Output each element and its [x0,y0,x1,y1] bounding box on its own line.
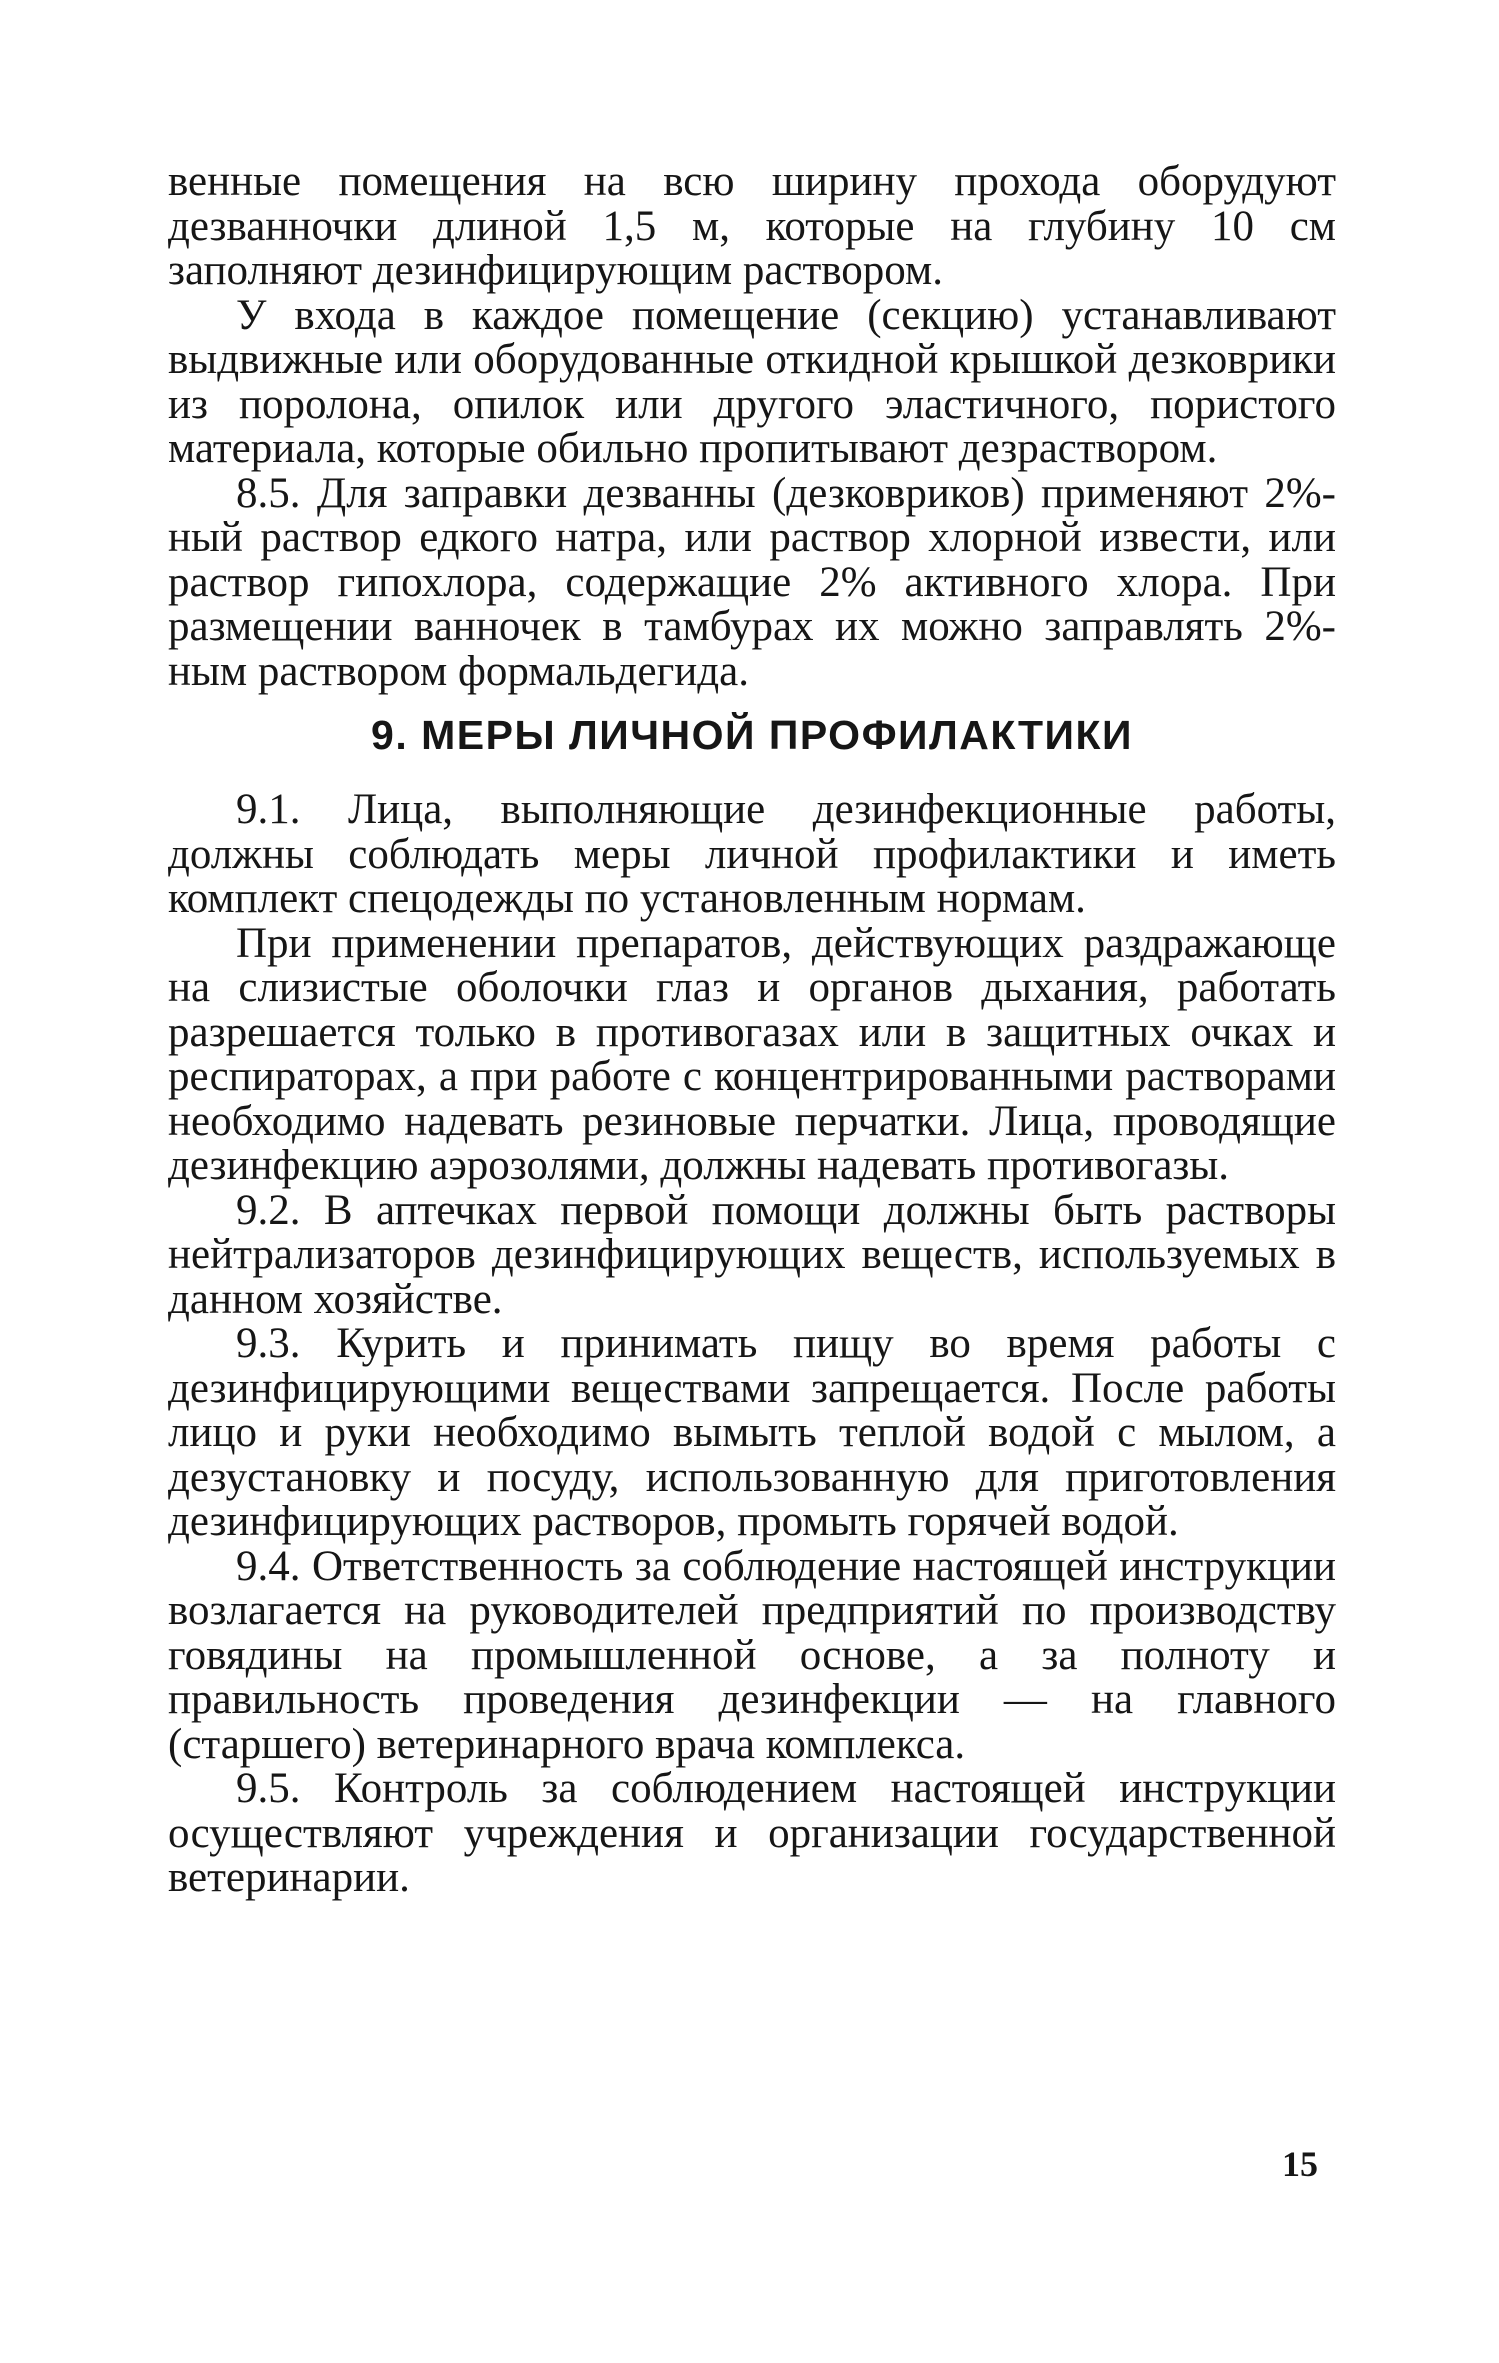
paragraph-9-2: 9.2. В аптечках первой помощи должны быть растворы нейтрализаторов дезинфицирующих веществ, используемых в данном хозяйстве. [168,1186,1336,1323]
page-number: 15 [1282,2144,1318,2184]
paragraph-9-1: 9.1. Лица, выполняющие дезинфекционные работы, должны соблюдать меры личной профилактики и иметь комплект спецодежды по установленным нормам. [168,786,1336,922]
paragraph-9-4: 9.4. Ответственность за соблюдение настоящей инструкции возлагается на руководителей предприятий по производству говядины на промышленной основе, а за полноту и правильность проведения дезинфекции — на главного (старшего) ветеринарного врача комплекса. [168,1542,1336,1768]
paragraph-8-5: 8.5. Для заправки дезванны (дезковриков) применяют 2%-ный раствор едкого натра, или раствор хлорной извести, или раствор гипохлора, содержащие 2% активного хлора. При размещении ванночек в тамбурах их можно заправлять 2%-ным раствором формальдегида. [168,469,1336,695]
paragraph-9-5: 9.5. Контроль за соблюдением настоящей инструкции осуществляют учреждения и организации государственной ветеринарии. [168,1765,1336,1901]
paragraph-9-3: 9.3. Курить и принимать пищу во время работы с дезинфицирующими веществами запрещается. После работы лицо и руки необходимо вымыть теплой водой с мылом, а дезустановку и посуду, использованную для приготовления дезинфицирующих растворов, промыть горячей водой. [168,1320,1336,1545]
paragraph-protective-equipment: При применении препаратов, действующих раздражающе на слизистые оболочки глаз и органов дыхания, работать разрешается только в противогазах или в защитных очках и респираторах, а при работе с концентрированными растворами необходимо надевать резиновые перчатки. Лица, проводящие дезинфекцию аэрозолями, должны надевать противогазы. [168,919,1336,1189]
paragraph-entrance-mats: У входа в каждое помещение (секцию) устанавливают выдвижные или оборудованные откидной крышкой дезковрики из поролона, опилок или другого эластичного, пористого материала, которые обильно пропитывают дезраствором. [168,291,1336,472]
page-body [168,160,1336,1901]
paragraph-continuation: венные помещения на всю ширину прохода оборудуют дезванночки длиной 1,5 м, которые на глубину 10 см заполняют дезинфицирующим раствором. [168,158,1336,294]
section-heading: 9. МЕРЫ ЛИЧНОЙ ПРОФИЛАКТИКИ [371,712,1133,758]
